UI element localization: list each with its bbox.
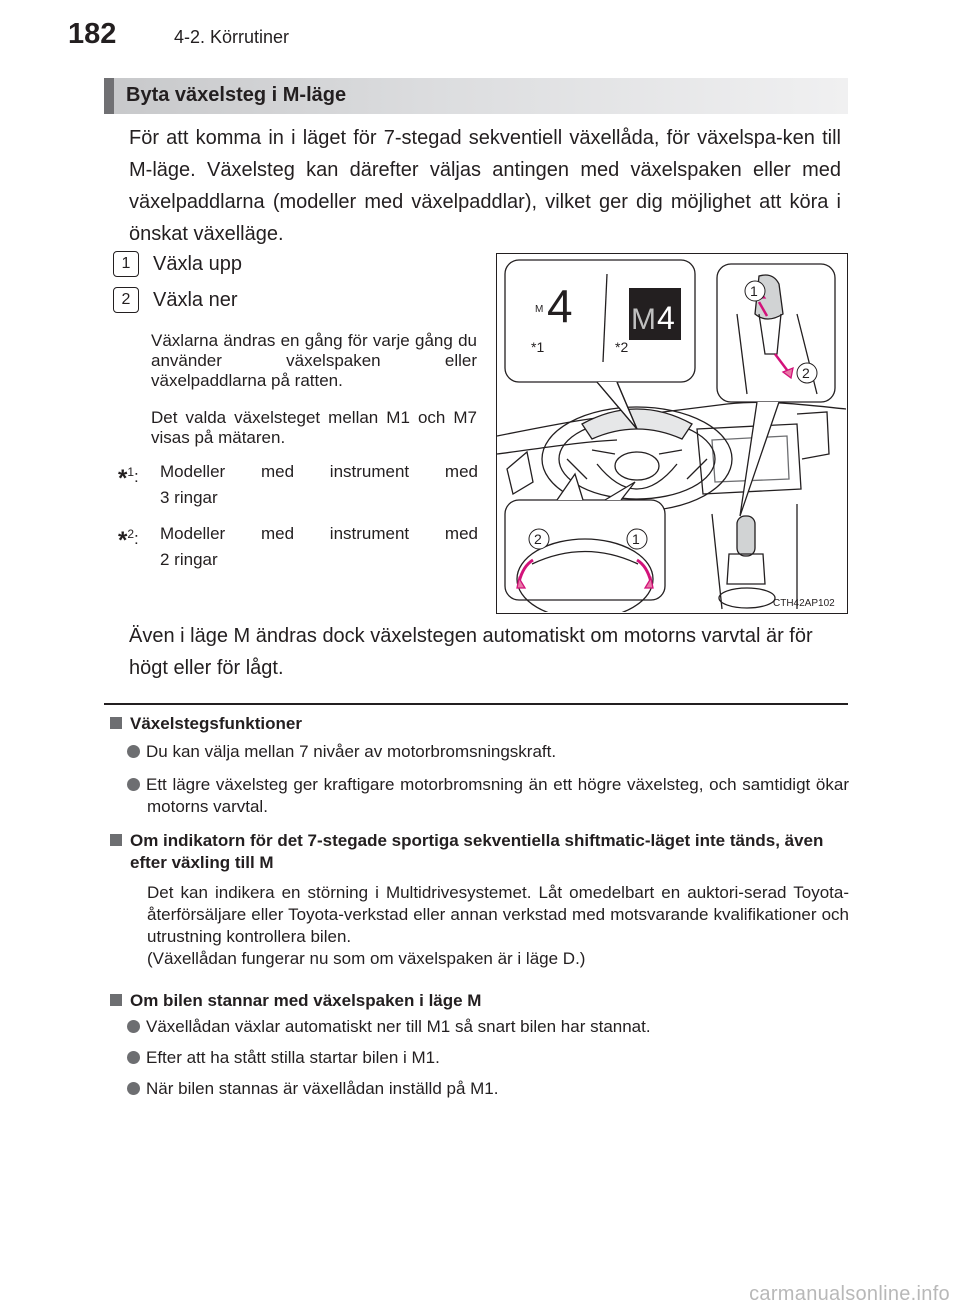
info-bullet-1: Du kan välja mellan 7 nivåer av motorbromsningskraft. xyxy=(127,741,849,763)
outro-paragraph: Även i läge M ändras dock växelstegen automatiskt om motorns varvtal är för högt eller för lågt. xyxy=(129,625,813,679)
gauge-large-letter: M xyxy=(631,303,656,336)
footnote-1-line2: 3 ringar xyxy=(160,488,218,507)
info-heading-3: Om bilen stannar med växelspaken i läge M xyxy=(110,990,850,1012)
footnote-marker-1: *$^1$: xyxy=(118,465,139,492)
info-paragraph-2: Det kan indikera en störning i Multidrivesystemet. Låt omedelbart en auktori-serad Toyota-återförsäljare eller Toyota-verkstad eller annan verkstad med motsvarande kvalifikationer och utrustning kontrollera bilen. (Växellådan fungerar nu som om växelspaken är i läge D.) xyxy=(147,883,849,968)
shift-lever xyxy=(737,516,755,556)
square-bullet-icon xyxy=(110,994,122,1006)
footnote-2 xyxy=(118,521,478,573)
step-label-2: Växla ner xyxy=(153,288,238,311)
illustration-drawing xyxy=(497,254,846,612)
note-gear-change: Växlarna ändras en gång för varje gång du använder växelspaken eller växelpaddlarna på ratten. xyxy=(151,331,477,390)
watermark: carmanualsonline.info xyxy=(749,1283,950,1305)
paddle-number-right: 1 xyxy=(632,531,640,547)
step-number-1: 1 xyxy=(113,251,139,277)
paddle-number-left: 2 xyxy=(534,531,542,547)
note-gear-display: Det valda växelsteget mellan M1 och M7 visas på mätaren. xyxy=(151,408,477,447)
gauge-large-digit: 4 xyxy=(657,300,675,336)
step-shift-down xyxy=(113,286,238,314)
steering-hub xyxy=(615,452,659,480)
footnote-1 xyxy=(118,459,478,511)
illustration-code: CTH42AP102 xyxy=(773,598,835,609)
square-bullet-icon xyxy=(110,834,122,846)
info-heading-2: Om indikatorn för det 7-stegade sportiga sekventiella shiftmatic-läget inte tänds, även efter växling till M xyxy=(110,830,850,874)
page-number: 182 xyxy=(68,18,117,50)
air-vent-right xyxy=(797,412,829,459)
info-bullet-5: När bilen stannas är växellådan inställd på M1. xyxy=(127,1078,849,1100)
step-number-2: 2 xyxy=(113,287,139,313)
callout-number-2: 2 xyxy=(802,365,810,381)
gauge-small-letter: M xyxy=(535,304,544,315)
gauge-label-1: *1 xyxy=(531,339,545,355)
page-header xyxy=(68,18,289,58)
step-label-1: Växla upp xyxy=(153,252,242,275)
round-bullet-icon xyxy=(127,1051,140,1064)
square-bullet-icon xyxy=(110,717,122,729)
section-accent xyxy=(104,78,114,114)
footnote-2-line1: Modeller med instrument med xyxy=(160,524,478,543)
intro-paragraph: För att komma in i läget för 7-stegad sekventiell växellåda, för växelspa-ken till M-läge. Växelsteg kan därefter väljas antingen med växelspaken eller med växelpaddlarna (modeller med växelpaddlar), vilket ger dig möjlighet att köra i önskat växelläge. xyxy=(129,127,841,245)
paddle-callout-box xyxy=(505,500,665,600)
divider xyxy=(104,703,848,705)
gauge-label-2: *2 xyxy=(615,339,629,355)
step-shift-up xyxy=(113,250,242,278)
air-vent-left xyxy=(507,452,533,494)
info-bullet-3: Växellådan växlar automatiskt ner till M1 så snart bilen har stannat. xyxy=(127,1016,849,1038)
dashboard-line-2 xyxy=(497,440,617,454)
info-bullet-2: Ett lägre växelsteg ger kraftigare motorbromsning än ett högre växelsteg, och samtidigt ökar motorns varvtal. xyxy=(127,774,849,818)
callout-number-1: 1 xyxy=(750,283,758,299)
gauge-small-digit: 4 xyxy=(547,280,573,332)
info-bullet-4: Efter att ha stått stilla startar bilen i M1. xyxy=(127,1047,849,1069)
round-bullet-icon xyxy=(127,1082,140,1095)
round-bullet-icon xyxy=(127,745,140,758)
round-bullet-icon xyxy=(127,778,140,791)
round-bullet-icon xyxy=(127,1020,140,1033)
info-heading-1: Växelstegsfunktioner xyxy=(110,713,850,735)
footnote-1-line1: Modeller med instrument med xyxy=(160,462,478,481)
chapter-title: 4-2. Körrutiner xyxy=(174,27,290,47)
shift-illustration xyxy=(496,253,848,614)
footnote-2-line2: 2 ringar xyxy=(160,550,218,569)
section-title: Byta växelsteg i M-läge xyxy=(126,84,347,106)
instrument-hood xyxy=(582,409,692,439)
footnote-marker-2: *$^2$: xyxy=(118,527,139,554)
section-heading-bar xyxy=(104,78,848,114)
